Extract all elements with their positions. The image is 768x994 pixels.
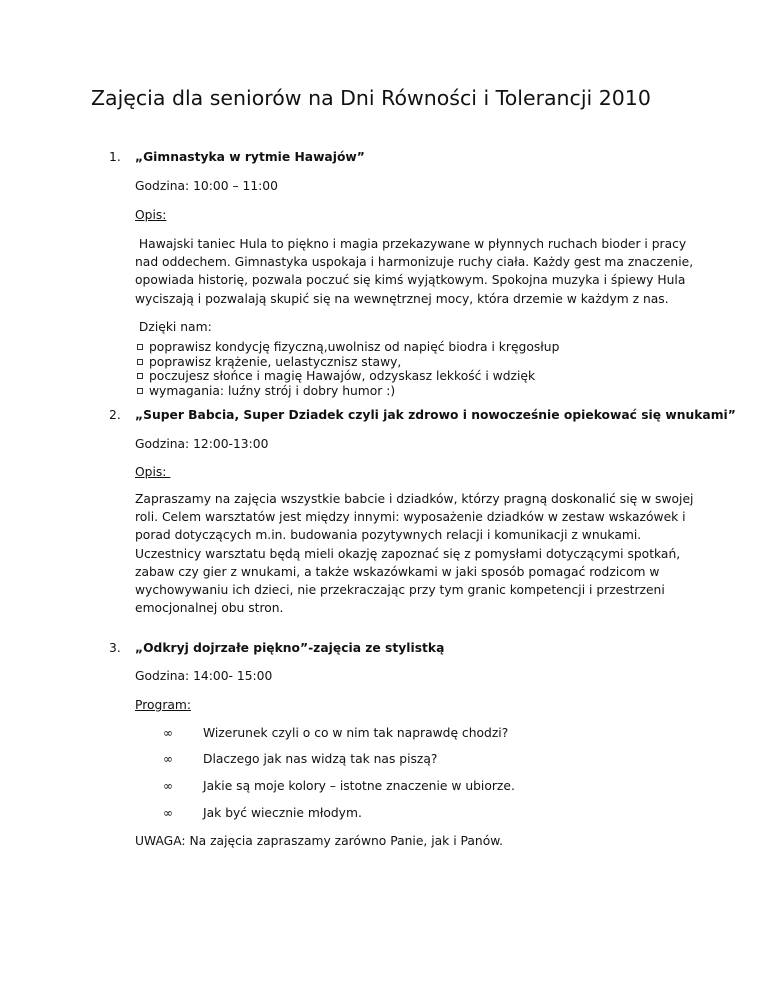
infinity-bullet-icon: ∞ [163,779,173,793]
section-time: Godzina: 10:00 – 11:00 [135,179,278,193]
description-line: emocjonalnej obu stron. [135,601,284,616]
note-text: UWAGA: Na zajęcia zapraszamy zarówno Panie, jak i Panów. [135,834,504,848]
description-line: opowiada historię, pozwala poczuć się kimś wyjątkowym. Spokojna muzyka i śpiewy Hula [135,273,686,288]
description-line: Zapraszamy na zajęcia wszystkie babcie i dziadków, którzy pragną doskonalić się w swojej [135,492,694,506]
list-item-text: Wizerunek czyli o co w nim tak naprawdę chodzi? [203,726,509,740]
list-item [163,806,362,820]
list-item [137,355,559,370]
list-item-text: poprawisz kondycję fizyczną,uwolnisz od napięć biodra i kręgosłup [149,340,560,354]
section-number: 2. [109,408,121,422]
description-label: Opis: [135,465,171,479]
program-label: Program: [135,698,192,712]
section-time: Godzina: 12:00-13:00 [135,437,269,451]
section-heading: „Odkryj dojrzałe piękno”-zajęcia ze stylistką [135,641,445,655]
square-bullet-icon [137,359,143,365]
description-text [135,490,694,617]
page-title: Zajęcia dla seniorów na Dni Równości i Tolerancji 2010 [91,86,651,110]
description-line: porad dotyczących m.in. budowania pozytywnych relacji i komunikacji z wnukami. [135,528,642,543]
list-item-text: Dlaczego jak nas widzą tak nas piszą? [203,752,438,766]
infinity-bullet-icon: ∞ [163,726,173,740]
description-line: Uczestnicy warsztatu będą mieli okazję zapoznać się z pomysłami dotyczącymi spotkań, [135,546,681,561]
list-item-text: poprawisz krążenie, uelastycznisz stawy, [149,354,402,369]
description-text [135,235,694,308]
description-label: Opis: [135,208,167,222]
list-item-text: Jak być wiecznie młodym. [203,806,362,820]
benefits-list [137,340,559,398]
square-bullet-icon [137,388,143,394]
section-heading: „Gimnastyka w rytmie Hawajów” [135,150,365,164]
list-item [137,369,559,384]
description-line: roli. Celem warsztatów jest między innymi: wyposażenie dziadków w zestaw wskazówek i [135,510,686,525]
list-item [163,752,437,766]
list-item [163,779,515,793]
description-line: Hawajski taniec Hula to piękno i magia przekazywane w płynnych ruchach bioder i pracy [135,237,687,251]
section-heading: „Super Babcia, Super Dziadek czyli jak zdrowo i nowocześnie opiekować się wnukami” [135,408,736,422]
description-line: wychowywaniu ich dzieci, nie przekraczając przy tym granic kompetencji i przestrzeni [135,583,665,598]
list-item-text: wymagania: luźny strój i dobry humor :) [149,383,396,398]
square-bullet-icon [137,344,143,350]
benefits-label: Dzięki nam: [135,320,212,334]
description-line: nad oddechem. Gimnastyka uspokaja i harmonizuje ruchy ciała. Każdy gest ma znaczenie, [135,255,694,270]
list-item [137,340,559,355]
list-item [163,726,508,740]
list-item-text: Jakie są moje kolory – istotne znaczenie w ubiorze. [203,779,515,793]
section-time: Godzina: 14:00- 15:00 [135,669,273,683]
square-bullet-icon [137,373,143,379]
list-item-text: poczujesz słońce i magię Hawajów, odzyskasz lekkość i wdzięk [149,369,536,384]
section-number: 3. [109,641,121,655]
description-line: zabaw czy gier z wnukami, a także wskazówkami w jaki sposób pomagać rodzicom w [135,564,660,579]
infinity-bullet-icon: ∞ [163,806,173,820]
section-number: 1. [109,150,121,164]
list-item [137,384,559,399]
infinity-bullet-icon: ∞ [163,752,173,766]
description-line: wyciszają i pozwalają skupić się na wewnętrznej mocy, która drzemie w każdym z nas. [135,291,669,306]
